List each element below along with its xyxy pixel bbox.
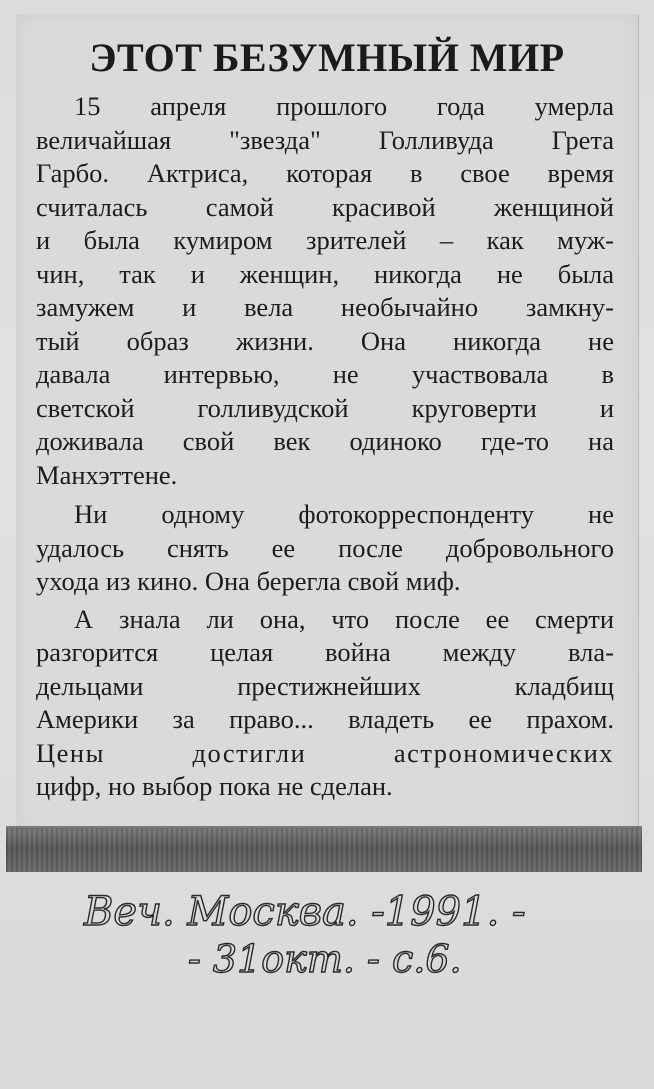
text-line: доживала свой век одиноко где-то на [36, 426, 614, 456]
text-line: А знала ли она, что после ее смерти [74, 603, 614, 634]
handwritten-note-svg [0, 880, 654, 1000]
text-line: цифр, но выбор пока не сделан. [36, 771, 393, 801]
article-body [36, 90, 614, 804]
text-line: 15 апреля прошлого года умерла [74, 91, 614, 121]
text-line: и была кумиром зрителей – как муж- [36, 225, 614, 255]
adhesive-tape-strip [6, 828, 642, 872]
text-line: Цены достигли астрономических [36, 737, 614, 768]
text-line: Ни одному фотокорреспонденту не [74, 499, 614, 529]
text-line: удалось снять ее после добровольного [36, 532, 614, 563]
article-paragraph-2 [36, 498, 614, 599]
text-line: Манхэттене. [36, 459, 178, 490]
newspaper-clipping [16, 14, 639, 836]
text-line: давала интервью, не участвовала в [36, 359, 614, 389]
text-line: ухода из кино. Она берегла свой миф. [36, 566, 461, 596]
handwritten-line-1: Веч. Москва. -1991. - [84, 889, 526, 935]
article-paragraph-3 [36, 603, 614, 804]
text-line: разгорится целая война между вла- [36, 637, 614, 667]
text-line: считалась самой красивой женщиной [36, 191, 614, 222]
text-line: чин, так и женщин, никогда не была [36, 258, 614, 289]
text-line: светской голливудской круговерти и [36, 392, 614, 423]
article-paragraph-1 [36, 90, 614, 492]
text-line: замужем и вела необычайно замкну- [36, 292, 614, 322]
text-line: величайшая "звезда" Голливуда Грета [36, 124, 614, 155]
handwritten-line-2: - 31окт. - с.6. [188, 937, 462, 981]
text-line: тый образ жизни. Она никогда не [36, 325, 614, 356]
text-line: Америки за право... владеть ее прахом. [36, 704, 614, 734]
text-line: Гарбо. Актриса, которая в свое время [36, 158, 614, 188]
article-headline: ЭТОТ БЕЗУМНЫЙ МИР [89, 35, 565, 80]
text-line: дельцами престижнейших кладбищ [36, 670, 614, 701]
handwritten-source-note [0, 880, 654, 1000]
